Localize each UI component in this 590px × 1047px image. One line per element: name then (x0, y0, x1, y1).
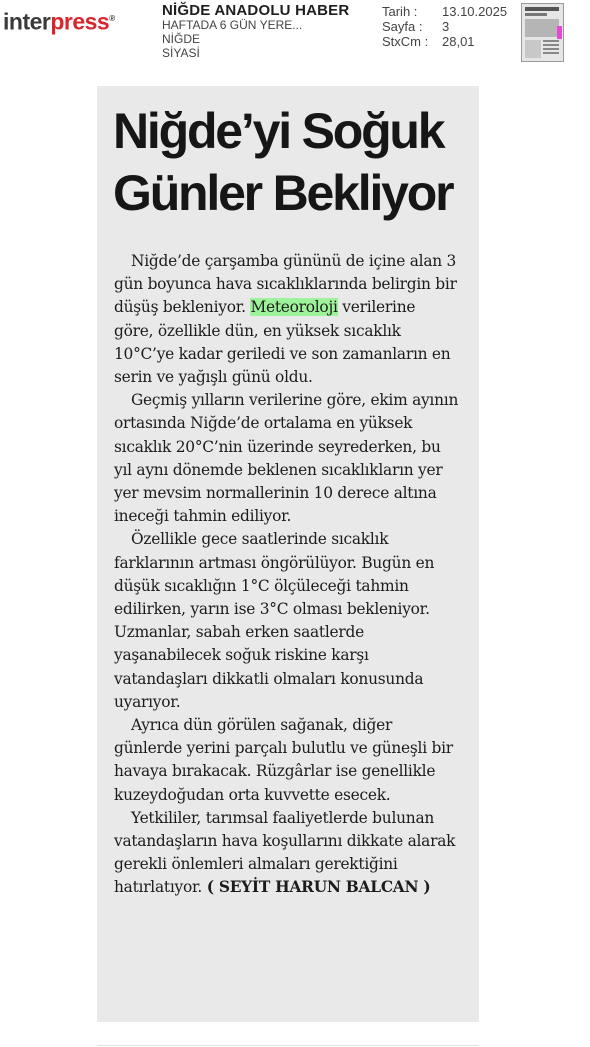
publication-info (162, 4, 349, 60)
thumbnail-photo-small (525, 40, 541, 58)
headline-line-1: Niğde’yi Soğuk (113, 103, 444, 159)
clip-meta-fields (382, 4, 507, 49)
thumbnail-masthead (525, 7, 559, 11)
paragraph-2: Geçmiş yılların verilerine göre, ekim ayının ortasında Niğde’de ortalama en yüksek sıcaklık 20°C’nin üzerinde seyrederken, bu yıl aynı dönemde beklenen sıcaklıkların yer yer mevsim normallerinin 10 derece altına ineceği tahmin ediliyor. (114, 391, 459, 526)
paragraph-1-end: verilerine göre, özellikle dün, en yüksek sıcaklık 10°C’ye kadar geriledi ve son zamanların en serin ve yağışlı günü oldu. (114, 298, 451, 387)
meta-row-stxcm (382, 34, 507, 49)
author-byline: ( SEYİT HARUN BALCAN ) (206, 878, 431, 897)
paragraph-4: Ayrıca dün görülen sağanak, diğer günlerde yerini parçalı bulutlu ve güneşli bir havaya bırakacak. Rüzgârlar ise genellikle kuzeydoğudan orta kuvvette esecek. (114, 716, 453, 804)
paragraph-3: Özellikle gece saatlerinde sıcaklık farklarının artması öngörülüyor. Bugün en düşük sıcaklığın 1°C ölçüleceği tahmin edilirken, yarın ise 3°C olması bekleniyor. Uzmanlar, sabah erken saatlerde yaşanabilecek soğuk riskine karşı vatandaşları dikkatli olmaları konusunda uyarıyor. (114, 530, 435, 711)
thumbnail-headline (525, 13, 547, 16)
publication-name: NİĞDE ANADOLU HABER (162, 2, 350, 19)
logo-text-press: press (50, 8, 110, 35)
meta-row-page (382, 19, 507, 34)
page-value: 3 (442, 19, 450, 34)
date-label: Tarih : (382, 4, 418, 19)
logo-registered-mark: ® (109, 14, 115, 23)
article-clipping (97, 86, 479, 1022)
thumbnail-photo (525, 19, 559, 37)
headline-short: HAFTADA 6 GÜN YERE... (162, 18, 303, 32)
interpress-logo (3, 6, 115, 35)
city-label: NİĞDE (162, 32, 201, 46)
page-label: Sayfa : (382, 19, 423, 34)
paragraph-5-text: Yetkililer, tarımsal faaliyetlerde bulunan vatandaşların hava koşullarını dikkate alarak gerekli önlemleri almaları gerektiğini hatırlatıyor. (114, 808, 456, 897)
highlighted-keyword: Meteoroloji (250, 298, 338, 317)
headline-line-2: Günler Bekliyor (113, 165, 453, 221)
stxcm-label: StxCm : (382, 34, 429, 49)
meta-row-date (382, 4, 507, 19)
logo-text-inter: inter (3, 8, 51, 35)
bottom-divider (97, 1045, 479, 1046)
thumbnail-clip-marker (557, 26, 562, 39)
article-body (114, 250, 459, 900)
newspaper-page-thumbnail[interactable] (521, 3, 564, 62)
stxcm-value: 28,01 (442, 34, 475, 49)
paragraph-1-start: Niğde’de çarşamba gününü de içine alan 3 gün boyunca hava sıcaklıklarında belirgin bir düşüş bekleniyor. (114, 252, 457, 317)
category-label: SİYASİ (162, 46, 200, 60)
article-headline (113, 100, 473, 224)
date-value: 13.10.2025 (442, 4, 508, 19)
thumbnail-text-lines (543, 40, 559, 42)
paragraph-5 (114, 807, 459, 900)
paragraph-1 (114, 250, 459, 389)
